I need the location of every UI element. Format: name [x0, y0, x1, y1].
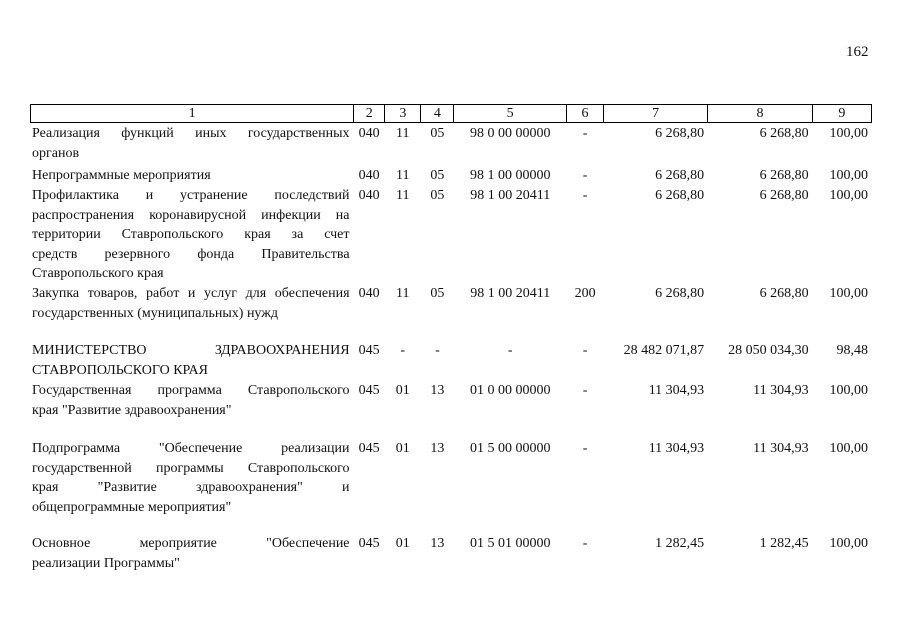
- cell-plan: 6 268,80: [655, 126, 705, 141]
- row-name: [30, 534, 354, 574]
- cell-code: 045: [358, 383, 380, 398]
- header-col-3: 3: [385, 105, 421, 123]
- row-name: [30, 341, 354, 381]
- cell-percent: 100,00: [829, 383, 868, 398]
- row-name-line: МИНИСТЕРСТВО ЗДРАВООХРАНЕНИЯ: [32, 343, 350, 358]
- cell-fact: 6 268,80: [759, 286, 809, 301]
- cell-article: 98 1 00 00000: [470, 168, 551, 183]
- row-name: [30, 284, 354, 341]
- cell-article: 01 5 01 00000: [470, 536, 551, 551]
- cell-fact: 6 268,80: [759, 188, 809, 203]
- cell-type: -: [582, 126, 588, 141]
- row-name-line: края "Развитие здравоохранения" и: [32, 480, 350, 495]
- cell-subsection: 13: [430, 536, 445, 551]
- header-col-8: 8: [708, 105, 812, 123]
- cell-fact: 28 050 034,30: [728, 343, 809, 358]
- cell-type: -: [582, 188, 588, 203]
- cell-article: 01 0 00 00000: [470, 383, 551, 398]
- cell-section: 11: [396, 168, 410, 183]
- cell-fact: 11 304,93: [753, 383, 809, 398]
- cell-code: 040: [358, 168, 380, 183]
- cell-article: 98 1 00 20411: [470, 188, 551, 203]
- cell-section: -: [400, 343, 406, 358]
- header-col-5: 5: [454, 105, 566, 123]
- cell-percent: 100,00: [829, 126, 868, 141]
- cell-section: 01: [395, 441, 410, 456]
- cell-plan: 6 268,80: [655, 188, 705, 203]
- row-name-line: СТАВРОПОЛЬСКОГО КРАЯ: [32, 362, 208, 378]
- cell-plan: 6 268,80: [655, 286, 705, 301]
- cell-plan: 6 268,80: [655, 168, 705, 183]
- cell-article: 98 1 00 20411: [470, 286, 551, 301]
- table-row: [30, 124, 872, 166]
- cell-fact: 6 268,80: [759, 126, 809, 141]
- row-name: [30, 186, 354, 284]
- row-name: [30, 124, 354, 166]
- cell-fact: 11 304,93: [753, 441, 809, 456]
- table-row: [30, 284, 872, 341]
- row-name: [30, 166, 354, 186]
- cell-percent: 100,00: [829, 441, 868, 456]
- cell-percent: 100,00: [829, 168, 868, 183]
- table-body: [30, 124, 872, 574]
- cell-section: 11: [396, 188, 410, 203]
- row-name-line: Реализация функций иных государственных: [32, 126, 350, 141]
- header-col-6: 6: [566, 105, 603, 123]
- cell-code: 040: [358, 286, 380, 301]
- cell-article: -: [507, 343, 513, 358]
- row-name-line: Ставропольского края: [32, 266, 164, 281]
- row-name-line: реализации Программы": [32, 555, 180, 571]
- row-name-line: территории Ставропольского края за счет: [32, 227, 350, 242]
- row-name-line: распространения коронавирусной инфекции на: [32, 207, 350, 223]
- cell-article: 01 5 00 00000: [470, 441, 551, 456]
- row-name: [30, 439, 354, 534]
- row-name-line: Основное мероприятие "Обеспечение: [32, 536, 350, 551]
- header-col-2: 2: [354, 105, 385, 123]
- cell-code: 040: [358, 188, 380, 203]
- cell-type: 200: [574, 286, 596, 301]
- cell-type: -: [582, 168, 588, 183]
- table-row: [30, 381, 872, 439]
- cell-article: 98 0 00 00000: [470, 126, 551, 141]
- row-name-line: Государственная программа Ставропольского: [32, 383, 350, 398]
- header-col-1: 1: [31, 105, 354, 123]
- table-row: [30, 534, 872, 574]
- header-col-7: 7: [604, 105, 708, 123]
- cell-subsection: 05: [430, 286, 445, 301]
- cell-section: 01: [395, 383, 410, 398]
- cell-subsection: -: [435, 343, 440, 358]
- cell-code: 045: [358, 441, 380, 456]
- cell-plan: 1 282,45: [655, 536, 705, 551]
- row-name-line: края "Развитие здравоохранения": [32, 402, 232, 418]
- cell-subsection: 05: [430, 188, 445, 203]
- header-row: [31, 105, 872, 123]
- cell-type: -: [582, 383, 588, 398]
- cell-percent: 98,48: [836, 343, 868, 358]
- cell-plan: 28 482 071,87: [623, 343, 705, 358]
- cell-code: 045: [358, 536, 380, 551]
- header-col-4: 4: [421, 105, 454, 123]
- cell-type: -: [582, 441, 588, 456]
- table-row: [30, 166, 872, 186]
- cell-code: 045: [358, 343, 380, 358]
- cell-type: -: [582, 536, 588, 551]
- cell-subsection: 13: [430, 383, 445, 398]
- cell-percent: 100,00: [829, 188, 868, 203]
- cell-fact: 6 268,80: [759, 168, 809, 183]
- table-row: [30, 186, 872, 284]
- cell-percent: 100,00: [829, 536, 868, 551]
- row-name-line: Подпрограмма "Обеспечение реализации: [32, 441, 350, 456]
- row-name-line: средств резервного фонда Правительства: [32, 246, 350, 262]
- cell-section: 01: [395, 536, 410, 551]
- table-row: [30, 341, 872, 381]
- cell-section: 11: [396, 286, 410, 301]
- row-name-line: Закупка товаров, работ и услуг для обеспечения: [32, 286, 350, 301]
- cell-subsection: 05: [430, 168, 445, 183]
- cell-subsection: 05: [430, 126, 445, 141]
- cell-percent: 100,00: [829, 286, 868, 301]
- cell-fact: 1 282,45: [759, 536, 809, 551]
- header-col-9: 9: [812, 105, 871, 123]
- cell-plan: 11 304,93: [648, 383, 705, 398]
- row-name: [30, 381, 354, 439]
- table-row: [30, 439, 872, 534]
- cell-type: -: [582, 343, 588, 358]
- table-header: [30, 104, 872, 123]
- row-name-line: государственных (муниципальных) нужд: [32, 305, 279, 321]
- row-name-line: органов: [32, 145, 80, 161]
- budget-table: [30, 124, 872, 574]
- page-number: 162: [846, 44, 869, 60]
- row-name-line: Непрограммные мероприятия: [32, 168, 211, 183]
- cell-code: 040: [358, 126, 380, 141]
- cell-plan: 11 304,93: [648, 441, 705, 456]
- cell-section: 11: [396, 126, 410, 141]
- row-name-line: Профилактика и устранение последствий: [32, 188, 350, 203]
- cell-subsection: 13: [430, 441, 445, 456]
- row-name-line: государственной программы Ставропольского: [32, 460, 350, 476]
- row-name-line: общепрограммные мероприятия": [32, 499, 232, 515]
